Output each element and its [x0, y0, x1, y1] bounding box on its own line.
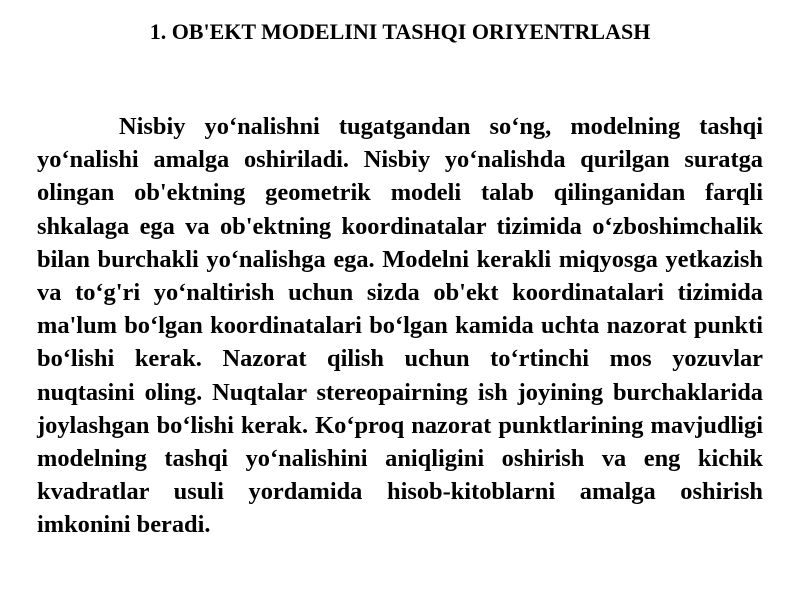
document-title: 1. OB'EKT MODELINI TASHQI ORIYENTRLASH [149, 19, 651, 44]
body-paragraph: Nisbiy yo‘nalishni tugatgandan so‘ng, modelning tashqi yo‘nalishi amalga oshiriladi. Nisbiy yo‘nalishda qurilgan suratga olingan ob'ektning geometrik modeli talab qilinganidan farqli shkalaga ega va ob'ektning koordinatalar tizimida o‘zboshimchalik bilan burchakli yo‘nalishga ega. Modelni kerakli miqyosga yetkazish va to‘g'ri yo‘naltirish uchun sizda ob'ekt koordinatalari tizimida ma'lum bo‘lgan koordinatalari bo‘lgan kamida uchta nazorat punkti bo‘lishi kerak. Nazorat qilish uchun to‘rtinchi mos yozuvlar nuqtasini oling. Nuqtalar stereopairning ish joyining burchaklarida joylashgan bo‘lishi kerak. Ko‘proq nazorat punktlarining mavjudligi modelning tashqi yo‘nalishini aniqligini oshirish va eng kichik kvadratlar usuli yordamida hisob-kitoblarni amalga oshirish imkonini beradi. [37, 113, 763, 539]
